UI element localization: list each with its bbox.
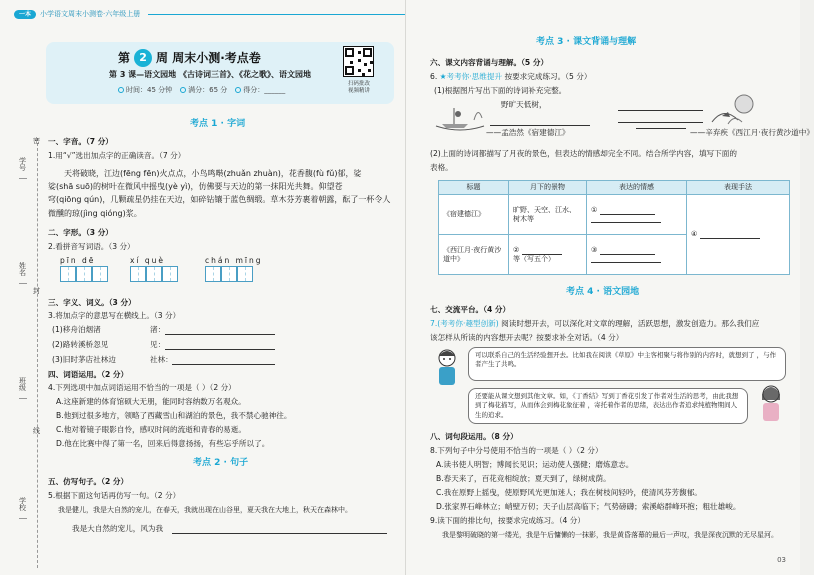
q6-header: 6. ★考考你·思维提升 按要求完成练习。（5 分） xyxy=(430,72,592,81)
student-boy-illustration xyxy=(430,346,464,390)
speech-bubble-1: 可以联系自己的生活经验想开去。比如我在阅读《草原》中主客相聚与将作别的内容时，就想到了 ，与作者产生了共鸣。 xyxy=(468,347,786,381)
q5-instruction: 5.根据下面这句话再仿写一句。（2 分） xyxy=(48,491,181,500)
q8-title: 八、词句段运用。（8 分） xyxy=(430,432,518,441)
q3-item-a: (1)移舟泊烟渚 xyxy=(52,325,101,334)
q3-item-c: (3)旧时茅店社林边 xyxy=(52,355,116,364)
left-page xyxy=(0,0,405,575)
answer-line[interactable] xyxy=(172,533,387,534)
q4-option-d[interactable]: D.他在比赛中得了第一名，回来后得意扬扬，有些忘乎所以了。 xyxy=(56,439,270,448)
margin-seal-1: 密 xyxy=(33,137,40,145)
write-cell[interactable] xyxy=(146,266,162,282)
q3-item-c-char: 社林： xyxy=(150,355,173,364)
time-info: 时间：45 分钟 xyxy=(118,86,172,95)
binding-margin xyxy=(0,138,44,568)
answer-line[interactable] xyxy=(490,125,590,126)
section-k4-head: 考点 4 · 语文园地 xyxy=(566,287,640,297)
top-bar xyxy=(14,8,405,20)
poem-left-source: ——孟浩然《宿建德江》 xyxy=(486,128,570,137)
passage-line-3: 穹(qiōng qún)，几颗疏星仍挂在天边，如碎钻镶于蓝色绸缎。草木芬芳裹着朝露，酝了一杯令人 xyxy=(48,195,391,205)
margin-label-class: 班级 xyxy=(19,377,26,393)
poem-table xyxy=(438,180,790,275)
margin-label-name: 姓名 xyxy=(19,262,26,278)
answer-line[interactable] xyxy=(172,364,275,365)
write-cell[interactable] xyxy=(205,266,221,282)
q3-title: 三、字义、词义。（3 分） xyxy=(48,298,136,307)
week-prefix: 第 xyxy=(118,50,131,65)
dashed-seal-line xyxy=(37,138,38,568)
moon-magpie-illustration xyxy=(708,92,760,132)
pen-icon xyxy=(235,87,241,93)
section-k1-head: 考点 1 · 字词 xyxy=(190,119,246,129)
answer-line[interactable] xyxy=(618,110,703,111)
test-meta xyxy=(118,86,285,95)
q6-sub1: (1)根据图片写出下面的诗词补充完整。 xyxy=(434,86,567,95)
passage-line-4: 微醺的琼(jìng qióng)浆。 xyxy=(48,208,142,218)
top-rule xyxy=(148,14,405,15)
q6-tag: ★考考你·思维提升 xyxy=(439,72,503,81)
q7-instruction-line1: 7.(考考你·趣型创新) 阅读时想开去，可以深化对文章的理解，活跃思想，激发创造力。那么我们应 xyxy=(430,319,760,328)
answer-line[interactable] xyxy=(165,334,275,335)
q4-option-c[interactable]: C.他对着镜子眼影自怜，感叹时间的流逝和青春的易逝。 xyxy=(56,425,246,434)
week-suffix: 周 周末小测·考点卷 xyxy=(156,50,261,65)
q1-passage xyxy=(48,167,393,220)
q2-title: 二、字形。（3 分） xyxy=(48,228,113,237)
q8-instruction: 8.下列句子中分号使用不恰当的一项是（ ）（2 分） xyxy=(430,446,603,455)
row1-scene: 旷野、天空、江水、树木等 xyxy=(509,195,587,235)
q3-instruction: 3.将加点字的意思写在横线上。（3 分） xyxy=(48,311,181,320)
qr-caption: 扫码批改 视频精讲 xyxy=(347,81,370,94)
q4-title: 四、词语运用。（2 分） xyxy=(48,370,129,379)
poem-left-line: 野旷天低树， xyxy=(501,100,547,109)
q8-option-a[interactable]: A.读书使人明智；博闻长见识；运动使人强健；磨炼意志。 xyxy=(436,460,634,469)
write-cell[interactable] xyxy=(60,266,76,282)
q6-sub2: (2)上面的诗词都描写了月夜的景色，但表达的情感却完全不同。结合所学内容，填写下面的 xyxy=(430,149,737,158)
table-head-scene: 月下的景物 xyxy=(509,181,587,195)
clock-icon xyxy=(118,87,124,93)
table-head-technique: 表现手法 xyxy=(687,181,790,195)
q9-instruction: 9.读下面的排比句，按要求完成练习。（4 分） xyxy=(430,516,585,525)
answer-line[interactable] xyxy=(165,349,275,350)
book-title: 小学语文周末小测卷·六年级上册 xyxy=(40,9,141,18)
margin-label-id: 学号 xyxy=(19,157,26,173)
answer-line[interactable] xyxy=(636,128,686,129)
section-k2-head: 考点 2 · 句子 xyxy=(193,458,249,468)
q1-instruction: 1.用“√”选出加点字的正确读音。（7 分） xyxy=(48,151,186,160)
student-girl-illustration xyxy=(754,382,788,426)
margin-seal-3: 线 xyxy=(33,427,40,435)
page-number: 03 xyxy=(777,556,786,565)
q3-item-a-char: 渚： xyxy=(150,325,166,334)
q7-tag: 7.(考考你·趣型创新) xyxy=(430,319,499,328)
got-info: 得分：______ xyxy=(235,86,285,95)
right-page xyxy=(405,0,814,575)
row2-scene[interactable]: ② 等（写五个） xyxy=(509,235,587,275)
passage-line-1: 天将破晓，江边(fēng fēn)火点点，小鸟鸣啭(zhuǎn zhuàn)，花香馥(fù fǔ)郁，娑 xyxy=(64,169,362,178)
q8-option-c[interactable]: C.我在原野上摇曳，使原野风光更加迷人；我在树枝间轻吟，使清风芬芳馥郁。 xyxy=(436,488,702,497)
q8-option-b[interactable]: B.春天来了，百花竞相绽放；夏天到了，绿树成荫。 xyxy=(436,474,611,483)
q2-instruction: 2.看拼音写词语。（3 分） xyxy=(48,242,135,251)
row1-emotion[interactable]: ① xyxy=(587,195,687,235)
boat-river-illustration xyxy=(434,100,486,134)
q5-sentence-start: 我是大自然的宠儿，风为我 xyxy=(72,524,164,533)
q9-text: 我是黎明破晓的第一缕光，我是午后慵懒的一抹影，我是黄昏落幕的最后一声叹，我是深夜沉默的无尽星河。 xyxy=(442,531,778,539)
q5-title: 五、仿写句子。（2 分） xyxy=(48,477,129,486)
passage-line-2: 娑(shā suō)的树叶在微风中摇曳(yè yì)，仿佛要与天边的第一抹阳光共舞。仰望苍 xyxy=(48,182,343,192)
q7-instruction-line2: 该怎样从所读的内容想开去呢？按要求补全对话。（4 分） xyxy=(430,333,624,342)
pinyin-group-2: xí què xyxy=(130,256,178,282)
q6-title: 六、课文内容背诵与理解。（5 分） xyxy=(430,58,549,67)
write-cell[interactable] xyxy=(92,266,108,282)
table-head-title: 标题 xyxy=(439,181,509,195)
margin-seal-2: 封 xyxy=(33,287,40,295)
row2-emotion[interactable]: ③ xyxy=(587,235,687,275)
q1-title: 一、字音。（7 分） xyxy=(48,137,113,146)
score-info: 满分：65 分 xyxy=(180,86,227,95)
q3-item-b: (2)路转溪桥忽见 xyxy=(52,340,109,349)
row2-title: 《西江月·夜行黄沙道中》 xyxy=(439,235,509,275)
table-head-emotion: 表达的情感 xyxy=(587,181,687,195)
write-cell[interactable] xyxy=(221,266,237,282)
series-logo: 一本 xyxy=(14,10,36,19)
answer-line[interactable] xyxy=(618,122,703,123)
write-cell[interactable] xyxy=(162,266,178,282)
week-number-badge: 2 xyxy=(134,49,152,67)
poem-right-source: ——辛弃疾《西江月·夜行黄沙道中》 xyxy=(690,128,814,137)
lesson-line: 第 3 课—语文园地 《古诗词三首》、《花之歌》、语文园地 xyxy=(109,70,311,79)
write-cell[interactable] xyxy=(237,266,253,282)
row-technique[interactable]: ④ xyxy=(687,195,790,275)
q5-model-sentence: 我是健儿，我是大自然的宠儿，在春天，我就出现在山谷里，夏天我在大地上，秋天在森林中。 xyxy=(58,506,352,514)
star-icon xyxy=(180,87,186,93)
q8-option-d[interactable]: D.张家界石峰林立；峭壁万仞；天子山层高临下；气势磅礴；索溪峪群峰环抱；粗壮雄峻。 xyxy=(436,502,741,511)
q4-option-b[interactable]: B.他到过很多地方，领略了西藏雪山和湖泊的景色，我不禁心驰神往。 xyxy=(56,411,292,420)
speech-bubble-2: 还要能从课文想到其他文章。如，《丁香结》写到丁香花引发了作者对生活的思考，由此我想到了梅花描写，从而体会到梅花象征着 ，寄托着作者的思绪，表达出作者追求纯植物期间人生的追求。 xyxy=(468,388,748,424)
q4-instruction: 4.下列选项中加点词语运用不恰当的一项是（ ）（2 分） xyxy=(48,383,236,392)
row1-title: 《宿建德江》 xyxy=(439,195,509,235)
section-k3-head: 考点 3 · 课文背诵与理解 xyxy=(536,37,637,47)
q6-instruction: 按要求完成练习。（5 分） xyxy=(504,72,592,81)
q6-sub2-cont: 表格。 xyxy=(430,163,453,172)
q7-title: 七、交流平台。（4 分） xyxy=(430,305,511,314)
write-cell[interactable] xyxy=(76,266,92,282)
qr-code-icon[interactable] xyxy=(343,46,374,77)
margin-label-school: 学校 xyxy=(19,497,26,513)
q3-item-b-char: 见： xyxy=(150,340,166,349)
q4-option-a[interactable]: A.这座新建的体育馆硕大无朋，能同时容纳数万名观众。 xyxy=(56,397,246,406)
pinyin-group-3: chán mīng xyxy=(205,256,263,282)
week-title xyxy=(118,49,261,67)
write-cell[interactable] xyxy=(130,266,146,282)
pinyin-group-1: pīn dē xyxy=(60,256,108,282)
